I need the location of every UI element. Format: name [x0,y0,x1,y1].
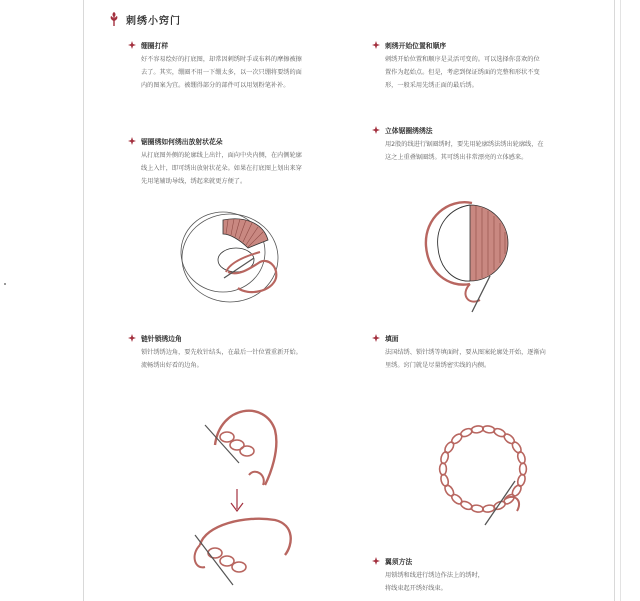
four-point-star-icon [128,334,136,342]
section-body: 用锁绣和线进行绣边作法上的绣时， 将线束起开绣好线束。 [385,572,484,592]
four-point-star-icon [372,557,380,565]
chain-loop [443,441,455,455]
four-point-star-icon [128,137,136,145]
section-start-order [372,38,597,92]
section-3d-stitch [372,123,597,164]
chain-loop [450,493,464,506]
section-title: 翼须方法 [385,558,413,566]
section-body: 锁针绣绣边角，要先收针结头，在最后一针位置重新开始。 流畅绣出好看的边角。 [141,349,302,369]
four-point-star-icon [372,334,380,342]
section-title: 绷圈打样 [141,42,169,50]
section-chain-corner [128,331,353,372]
chain-corner-illustration [175,385,305,595]
four-point-star-icon [372,41,380,49]
chain-ring-illustration [425,415,545,535]
chain-loop [482,425,495,433]
section-title: 填面 [385,335,399,343]
chain-loop [471,504,484,512]
margin-dot [4,283,6,285]
chain-loop [440,474,450,487]
section-title: 锯圈绣如何绣出放射状花朵 [141,138,223,146]
section-title: 刺绣开始位置和顺序 [385,42,447,50]
chain-loop [502,432,516,445]
page-header [108,8,181,30]
section-wing-method [372,554,597,595]
section-body: 好不容易绘好的打底图，却常因刺绣时手或布料的摩擦被擦 去了。其实，绷圈不用一下绷太多，以一次只绷将要绣的面 内的图案为宜。被绷得部分的部件可以用划粉笔补补。 [141,56,302,89]
section-title: 立体锯圈绣绣法 [385,127,433,135]
raised-stitch-illustration [410,190,530,320]
chain-loop [482,504,495,512]
flower-sprig-icon [108,11,120,27]
section-body: 法国结绣、锁针绣等填面时，要从图案轮廓处开始，逐渐向 里绣。窍门就是尽量绣密实线的内侧。 [385,349,546,369]
chain-loop [450,432,464,445]
right-divider [620,0,621,601]
page-title: 刺绣小窍门 [126,15,181,27]
section-radial-flower [128,134,353,188]
section-body: 从打底图外侧的轮廓线上出针，面向中央内侧，在内侧轮廓 线上入针，即可绣出放射状花朵。如果在打底图上划出来穿 先用笔辅助导线，绣起来就更方便了。 [141,152,302,185]
four-point-star-icon [128,41,136,49]
chain-loop [520,463,527,475]
section-fill [372,331,597,372]
section-body: 刺绣开始位置和顺序是灵活可变的。可以选择你喜欢的位 置作为起始点。但是，考虑到保证绣面的完整和形状不变 形，一般采用先绣正面的最后绣。 [385,56,540,89]
section-hoop-pattern [128,38,353,92]
four-point-star-icon [372,126,380,134]
section-title: 链针锁绣边角 [141,335,182,343]
section-body: 用2股的线进行锯圈绣时，要先用轮廓绣法绣出轮廓线，在 这之上重叠锯圈绣。其可绣出非常漂亮的立体感来。 [385,141,544,161]
chain-loop [440,463,447,475]
chain-loop [502,493,516,506]
chain-loop [471,425,484,433]
radial-flower-illustration [168,200,318,310]
chain-loop [516,451,526,464]
